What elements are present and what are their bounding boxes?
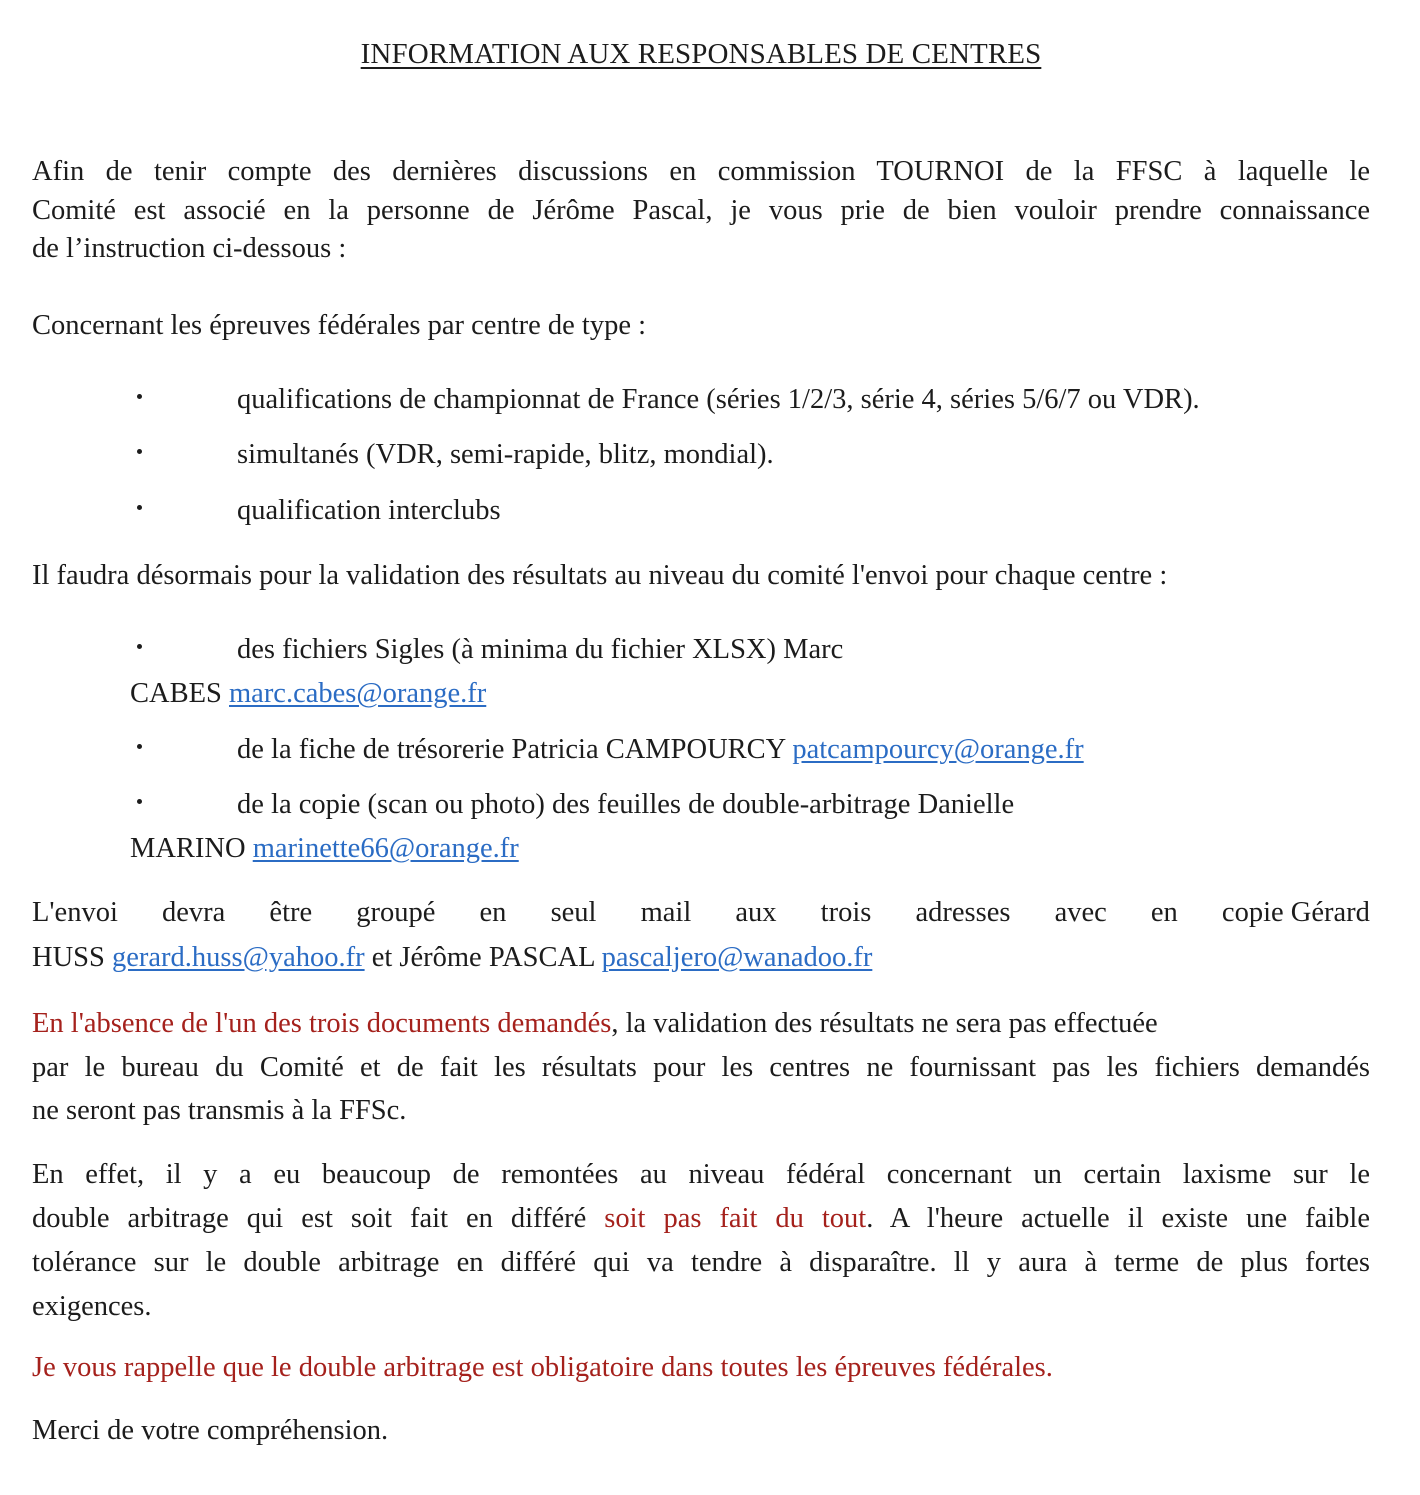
- requirement-text: de la copie (scan ou photo) des feuilles de double-arbitrage Danielle: [237, 789, 1015, 820]
- email-link-gerard-huss[interactable]: gerard.huss@yahoo.fr: [112, 941, 365, 973]
- intro-paragraph: [32, 153, 1370, 269]
- email-link-marc-cabes[interactable]: marc.cabes@orange.fr: [229, 678, 487, 709]
- effet-red-text: soit pas fait du tout: [604, 1203, 867, 1234]
- closing-text: Merci de votre compréhension.: [32, 1415, 389, 1446]
- bullet-icon: [137, 644, 142, 649]
- absence-line-3: ne seront pas transmis à la FFSc.: [32, 1095, 407, 1126]
- contact-name: CABES: [130, 678, 222, 709]
- envoi-word: adresses: [915, 897, 1011, 928]
- email-link-pascaljero[interactable]: pascaljero@wanadoo.fr: [601, 941, 873, 973]
- faudra-text: Il faudra désormais pour la validation des résultats au niveau du comité l'envoi pour chaque centre :: [32, 560, 1168, 591]
- envoi-word: en: [1150, 897, 1178, 928]
- bullet-icon: [137, 744, 142, 749]
- effet-paragraph: [32, 1153, 1370, 1329]
- envoi-name-huss: HUSS: [32, 941, 105, 973]
- envoi-middle-text: et Jérôme PASCAL: [371, 941, 595, 973]
- envoi-word: mail: [640, 897, 692, 928]
- envoi-word: aux: [735, 897, 777, 928]
- requirement-text: des fichiers Sigles (à minima du fichier XLSX) Marc: [237, 634, 844, 665]
- intro-line-3: de l’instruction ci-dessous :: [32, 233, 347, 264]
- reminder-text: Je vous rappelle que le double arbitrage est obligatoire dans toutes les épreuves fédérales.: [32, 1352, 1053, 1383]
- requirement-line: [237, 731, 1084, 769]
- requirement-continuation: [130, 675, 486, 713]
- concernant-text: Concernant les épreuves fédérales par centre de type :: [32, 310, 647, 341]
- envoi-paragraph: [32, 894, 1370, 977]
- bullet-text: qualification interclubs: [237, 495, 501, 526]
- bullet-text: qualifications de championnat de France (séries 1/2/3, série 4, séries 5/6/7 ou VDR).: [237, 384, 1200, 415]
- envoi-word: seul: [550, 897, 597, 928]
- envoi-line-2: [32, 939, 1370, 978]
- absence-line-2: par le bureau du Comité et de fait les résultats pour les centres ne fournissant pas les fichiers demandés: [32, 1051, 1370, 1083]
- absence-paragraph: [32, 1002, 1370, 1133]
- effet-line-1: En effet, il y a eu beaucoup de remontées au niveau fédéral concernant un certain laxisme sur le: [32, 1159, 1370, 1190]
- envoi-word: devra: [162, 897, 226, 928]
- envoi-word: L'envoi: [32, 897, 118, 928]
- requirement-text: de la fiche de trésorerie Patricia CAMPOURCY: [237, 734, 786, 765]
- effet-line-2-start: double arbitrage qui est soit fait en différé: [32, 1203, 605, 1234]
- email-link-marinette66[interactable]: marinette66@orange.fr: [252, 833, 519, 864]
- envoi-word: avec: [1054, 897, 1107, 928]
- envoi-word: groupé: [356, 897, 436, 928]
- absence-line-1: [32, 1002, 1370, 1046]
- envoi-word: copie Gérard: [1221, 897, 1370, 928]
- effet-line-2: [32, 1197, 1370, 1241]
- intro-line-2: Comité est associé en la personne de Jérôme Pascal, je vous prie de bien vouloir prendre connaissance: [32, 194, 1370, 226]
- document-title: INFORMATION AUX RESPONSABLES DE CENTRES: [360, 38, 1042, 70]
- effet-line-2-end: . A l'heure actuelle il existe une faible: [866, 1203, 1370, 1234]
- bullet-icon: [137, 505, 142, 510]
- bullet-icon: [137, 394, 142, 399]
- absence-line-1-rest: , la validation des résultats ne sera pas effectuée: [611, 1008, 1158, 1039]
- envoi-word: trois: [820, 897, 872, 928]
- envoi-line-1: [32, 894, 1370, 933]
- contact-name: MARINO: [130, 833, 246, 864]
- bullet-icon: [137, 449, 142, 454]
- effet-line-3: tolérance sur le double arbitrage en différé qui va tendre à disparaître. ll y aura à terme de plus fortes: [32, 1247, 1370, 1278]
- requirement-continuation: [130, 830, 519, 868]
- email-link-patcampourcy[interactable]: patcampourcy@orange.fr: [792, 734, 1084, 765]
- effet-line-4: exigences.: [32, 1291, 152, 1322]
- bullet-icon: [137, 799, 142, 804]
- envoi-word: être: [269, 897, 313, 928]
- absence-warning-red: En l'absence de l'un des trois documents demandés: [32, 1008, 612, 1039]
- envoi-word: en: [479, 897, 507, 928]
- intro-line-1-text: Afin de tenir compte des dernières discussions en commission TOURNOI de la FFSC à laquelle le: [32, 156, 1370, 187]
- intro-line-1: [32, 153, 1370, 192]
- bullet-text: simultanés (VDR, semi-rapide, blitz, mondial).: [237, 439, 774, 470]
